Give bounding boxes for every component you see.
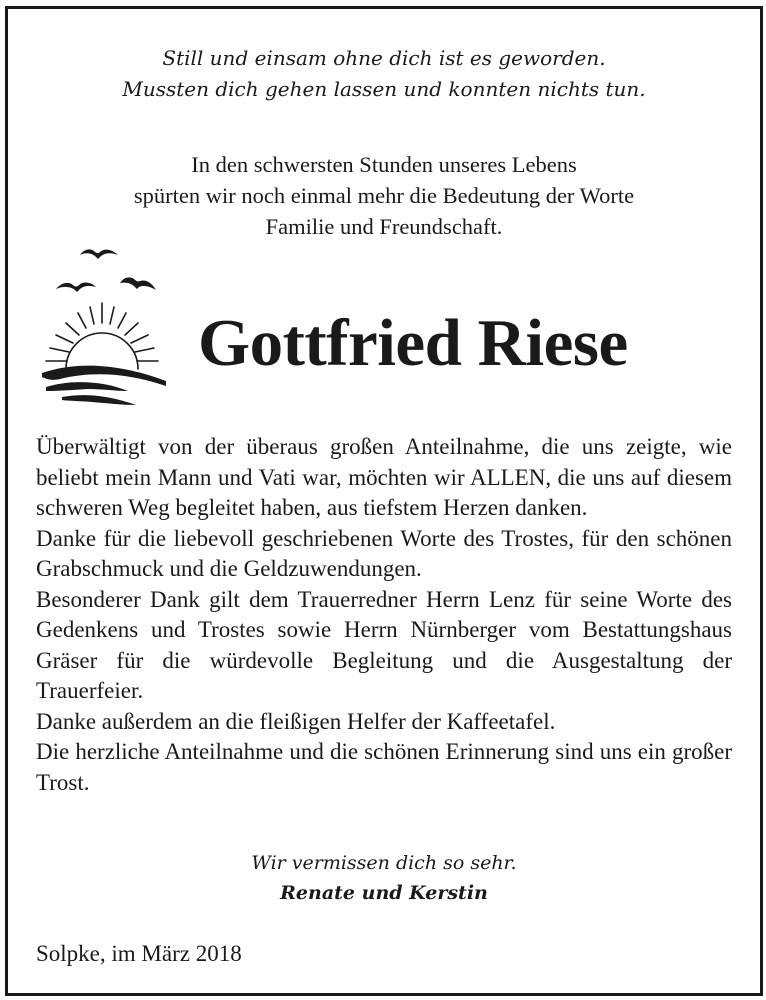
deceased-name: Gottfried Riese [198, 306, 628, 380]
intro-line-2: spürten wir noch einmal mehr die Bedeutung der Worte [133, 183, 635, 208]
paragraph-1: Überwältigt von der überaus großen Anteilnahme, die uns zeigte, wie beliebt mein Mann und Vati war, möchten wir ALLEN, die uns auf diesem schweren Weg begleitet haben, aus tiefstem Herzen danken. [36, 434, 732, 520]
closing [8, 848, 760, 908]
poem-line-2: Mussten dich gehen lassen und konnten nichts tun. [122, 77, 646, 101]
sunset-birds-icon [32, 241, 172, 411]
place-and-date: Solpke, im März 2018 [36, 941, 242, 966]
paragraph-4: Danke außerdem an die fleißigen Helfer der Kaffeetafel. [36, 708, 556, 734]
obituary-notice [5, 6, 763, 996]
opening-poem [8, 43, 760, 105]
intro-line-3: Familie und Freundschaft. [265, 214, 503, 239]
poem-line-1: Still und einsam ohne dich ist es geworden. [162, 46, 606, 70]
paragraph-2: Danke für die liebevoll geschriebenen Worte des Trostes, für den schönen Grabschmuck und die Geldzuwendungen. [36, 525, 732, 581]
intro-line-1: In den schwersten Stunden unseres Lebens [191, 152, 577, 177]
paragraph-5: Die herzliche Anteilnahme und die schönen Erinnerung sind uns ein großer Trost. [36, 739, 732, 795]
intro-text [8, 149, 760, 242]
signatories: Renate und Kerstin [280, 882, 488, 904]
closing-line: Wir vermissen dich so sehr. [251, 852, 517, 874]
thank-you-text [36, 432, 732, 798]
paragraph-3: Besonderer Dank gilt dem Trauerredner Herrn Lenz für seine Worte des Gedenkens und Trostes sowie Herrn Nürnberger vom Bestattungshaus Gräser für die würdevolle Begleitung und die Ausgestaltung der Trauerfeier. [36, 586, 732, 703]
